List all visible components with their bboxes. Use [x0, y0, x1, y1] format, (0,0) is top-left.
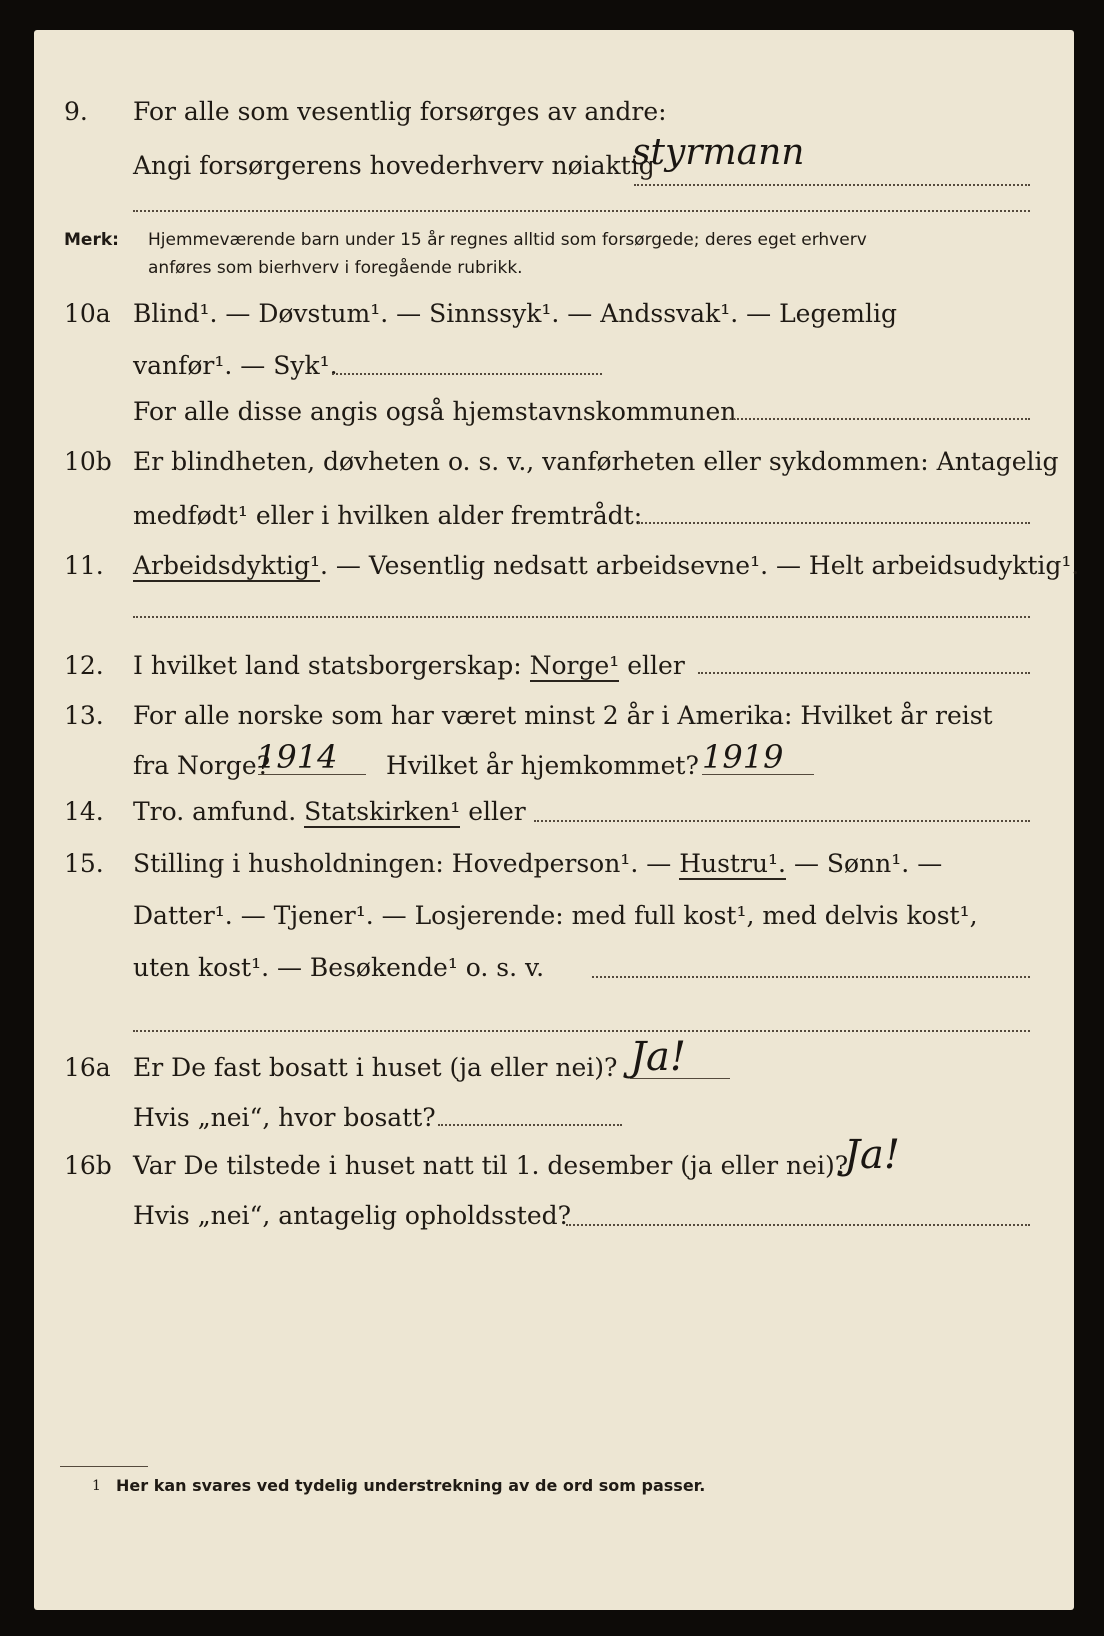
- q11-rest: . — Vesentlig nedsatt arbeidsevne¹. — Helt arbeidsudyktig¹.: [319, 551, 1080, 580]
- merk-text2: anføres som bierhverv i foregående rubrikk.: [148, 258, 523, 278]
- q16b-text2: Hvis „nei“, antagelig opholdssted?: [133, 1201, 572, 1230]
- q11-number: 11.: [64, 551, 104, 580]
- q13-answer-hjemkommet: 1919: [702, 738, 784, 776]
- q16b-opholdssted-line: [566, 1224, 1030, 1226]
- q10b-number: 10b: [64, 447, 112, 476]
- q10a-text3: For alle disse angis også hjemstavnskommunen: [133, 397, 737, 426]
- q16b-number: 16b: [64, 1151, 112, 1180]
- q16b-line1: [34, 1132, 1074, 1186]
- census-form-page: [34, 30, 1080, 1610]
- q9-answer-line: [634, 184, 1030, 186]
- q9-text1: For alle som vesentlig forsørges av andre:: [133, 97, 667, 126]
- footnote: [34, 1474, 1074, 1498]
- q9-line1: [34, 92, 1074, 132]
- q12-text: [133, 646, 685, 686]
- merk-text1: Hjemmeværende barn under 15 år regnes alltid som forsørgede; deres eget erhverv: [148, 230, 867, 250]
- q16a-answer-handwritten: Ja!: [630, 1034, 686, 1080]
- q12-question: I hvilket land statsborgerskap:: [133, 651, 522, 680]
- q16b-line2: [34, 1196, 1074, 1236]
- q11-text: [133, 546, 1079, 586]
- q14-answer-line: [534, 820, 1030, 822]
- q16a-number: 16a: [64, 1053, 111, 1082]
- q10a-text2: vanfør¹. — Syk¹.: [133, 351, 338, 380]
- q13-reist-line: [258, 774, 366, 775]
- q16a-line2: [34, 1098, 1074, 1138]
- q13-line1: [34, 696, 1074, 736]
- q13-number: 13.: [64, 701, 104, 730]
- q15-extra-line: [133, 1030, 1030, 1032]
- footnote-text: Her kan svares ved tydelig understrekning av de ord som passer.: [116, 1476, 706, 1495]
- q10a-syk-line: [332, 373, 602, 375]
- q13-line2: [34, 738, 1074, 786]
- q15-number: 15.: [64, 849, 104, 878]
- footnote-number: 1: [92, 1478, 101, 1494]
- q12-underlined-norge: Norge¹: [529, 651, 620, 680]
- q10a-line3: [34, 392, 1074, 432]
- q15-line3: [34, 948, 1074, 988]
- q16a-text1: Er De fast bosatt i huset (ja eller nei)?: [133, 1053, 618, 1082]
- footnote-rule: [60, 1466, 148, 1467]
- q15-underlined-hustru: Hustru¹.: [679, 849, 786, 878]
- q10b-text2: medfødt¹ eller i hvilken alder fremtrådt:: [133, 501, 643, 530]
- q10b-text1: Er blindheten, døvheten o. s. v., vanførheten eller sykdommen: Antagelig: [133, 447, 1059, 476]
- q10b-alder-line: [638, 522, 1030, 524]
- q14-label: Tro. amfund.: [133, 797, 297, 826]
- q14-line1: [34, 792, 1074, 832]
- q16a-line1: [34, 1034, 1074, 1088]
- q10a-line1: [34, 294, 1074, 334]
- q13-text2a: fra Norge?: [133, 751, 271, 780]
- q12-line1: [34, 646, 1074, 686]
- q9-number: 9.: [64, 97, 88, 126]
- merk-line2: [34, 252, 1074, 284]
- q12-answer-line: [698, 672, 1030, 674]
- q13-hjemkommet-line: [702, 774, 814, 775]
- q15-text1b: — Sønn¹. —: [793, 849, 943, 878]
- q13-text1: For alle norske som har været minst 2 år i Amerika: Hvilket år reist: [133, 701, 993, 730]
- q10a-text1: Blind¹. — Døvstum¹. — Sinnssyk¹. — Andssvak¹. — Legemlig: [133, 299, 897, 328]
- q9-answer-handwritten: styrmann: [632, 132, 805, 173]
- q10a-hjemstavn-line: [730, 418, 1030, 420]
- q10b-line2: [34, 496, 1074, 536]
- q15-text2: Datter¹. — Tjener¹. — Losjerende: med full kost¹, med delvis kost¹,: [133, 901, 978, 930]
- q13-text2b: Hvilket år hjemkommet?: [386, 751, 699, 780]
- q9-extra-line: [133, 210, 1030, 212]
- q14-text: [133, 792, 526, 832]
- q11-answer-line: [133, 616, 1030, 618]
- q15-line2: [34, 896, 1074, 936]
- q10a-number: 10a: [64, 299, 111, 328]
- q14-eller: eller: [468, 797, 526, 826]
- q15-text1: [133, 844, 942, 884]
- q12-number: 12.: [64, 651, 104, 680]
- q11-underlined-arbeidsdyktig: Arbeidsdyktig¹: [133, 551, 320, 580]
- q16a-bosatt-line: [438, 1124, 622, 1126]
- q15-text3: uten kost¹. — Besøkende¹ o. s. v.: [133, 953, 545, 982]
- q15-text1a: Stilling i husholdningen: Hovedperson¹. —: [133, 849, 672, 878]
- q15-answer-line: [592, 976, 1030, 978]
- q13-answer-reist: 1914: [256, 738, 338, 776]
- q11-line1: [34, 546, 1080, 586]
- q9-line2: [34, 132, 1074, 186]
- q14-underlined-statskirken: Statskirken¹: [304, 797, 461, 826]
- q10b-line1: [34, 442, 1074, 482]
- q16a-text2: Hvis „nei“, hvor bosatt?: [133, 1103, 436, 1132]
- q14-number: 14.: [64, 797, 104, 826]
- q16b-answer-handwritten: Ja!: [844, 1132, 900, 1178]
- q16a-answer-line: [630, 1078, 730, 1079]
- q15-line1: [34, 844, 1074, 884]
- q9-text2: Angi forsørgerens hovederhverv nøiaktig: [133, 151, 655, 180]
- merk-label: Merk:: [64, 230, 119, 250]
- q16b-text1: Var De tilstede i huset natt til 1. desember (ja eller nei)?: [133, 1151, 849, 1180]
- q12-eller: eller: [627, 651, 685, 680]
- q10a-line2: [34, 346, 1074, 386]
